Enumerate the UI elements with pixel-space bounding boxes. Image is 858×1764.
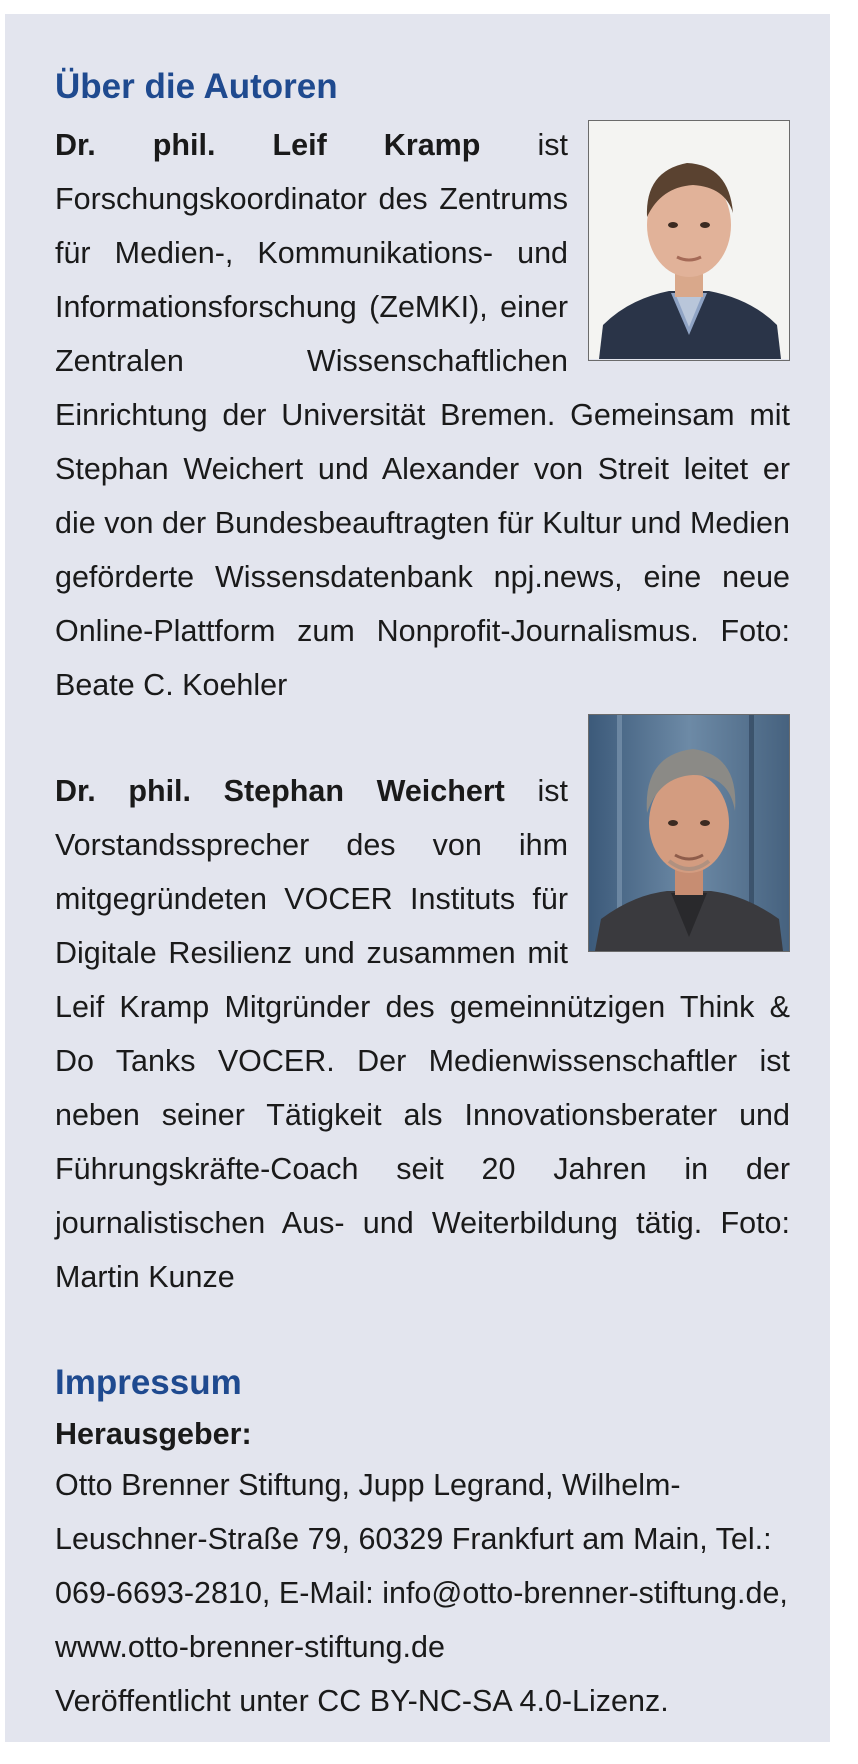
author-bio-text: ist Forschungskoordinator des Zentrums für Medien-, Kommunikations- und Informationsforschung (ZeMKI), einer Zentralen Wissenschaftlichen Einrichtung der Universität Bremen. Gemeinsam mit Stephan Weichert und Alexander von Streit leitet er die von der Bundesbeauftragten für Kultur und Medien geförderte Wissensdatenbank npj.news, eine neue Online-Plattform zum Nonprofit-Journalismus. Foto: Beate C. Koehler bbox=[55, 128, 790, 702]
publisher-address: Otto Brenner Stiftung, Jupp Legrand, Wilhelm-Leuschner-Straße 79, 60329 Frankfurt am Main, Tel.: 069-6693-2810, E-Mail: info@otto-brenner-stiftung.de, www.otto-brenner-stiftung.de bbox=[55, 1468, 788, 1664]
author-photo-stephan-weichert bbox=[588, 714, 790, 952]
authors-heading: Über die Autoren bbox=[55, 67, 338, 106]
author-photo-leif-kramp bbox=[588, 120, 790, 361]
author-name: Dr. phil. Stephan Weichert bbox=[55, 774, 505, 808]
publisher-label: Herausgeber: bbox=[55, 1417, 252, 1451]
portrait-icon bbox=[589, 121, 789, 359]
author-info-box bbox=[5, 14, 830, 1742]
license-notice: Veröffentlicht unter CC BY-NC-SA 4.0-Lizenz. bbox=[55, 1684, 669, 1718]
impressum-heading: Impressum bbox=[55, 1363, 242, 1402]
author-name: Dr. phil. Leif Kramp bbox=[55, 128, 481, 162]
author-bio-text: ist Vorstandssprecher des von ihm mitgegründeten VOCER Instituts für Digitale Resilienz und zusammen mit Leif Kramp Mitgründer des gemeinnützigen Think & Do Tanks VOCER. Der Medienwissenschaftler ist neben seiner Tätigkeit als Innovationsberater und Führungskräfte-Coach seit 20 Jahren in der journalistischen Aus- und Weiterbildung tätig. Foto: Martin Kunze bbox=[55, 774, 790, 1294]
portrait-icon bbox=[589, 715, 789, 951]
